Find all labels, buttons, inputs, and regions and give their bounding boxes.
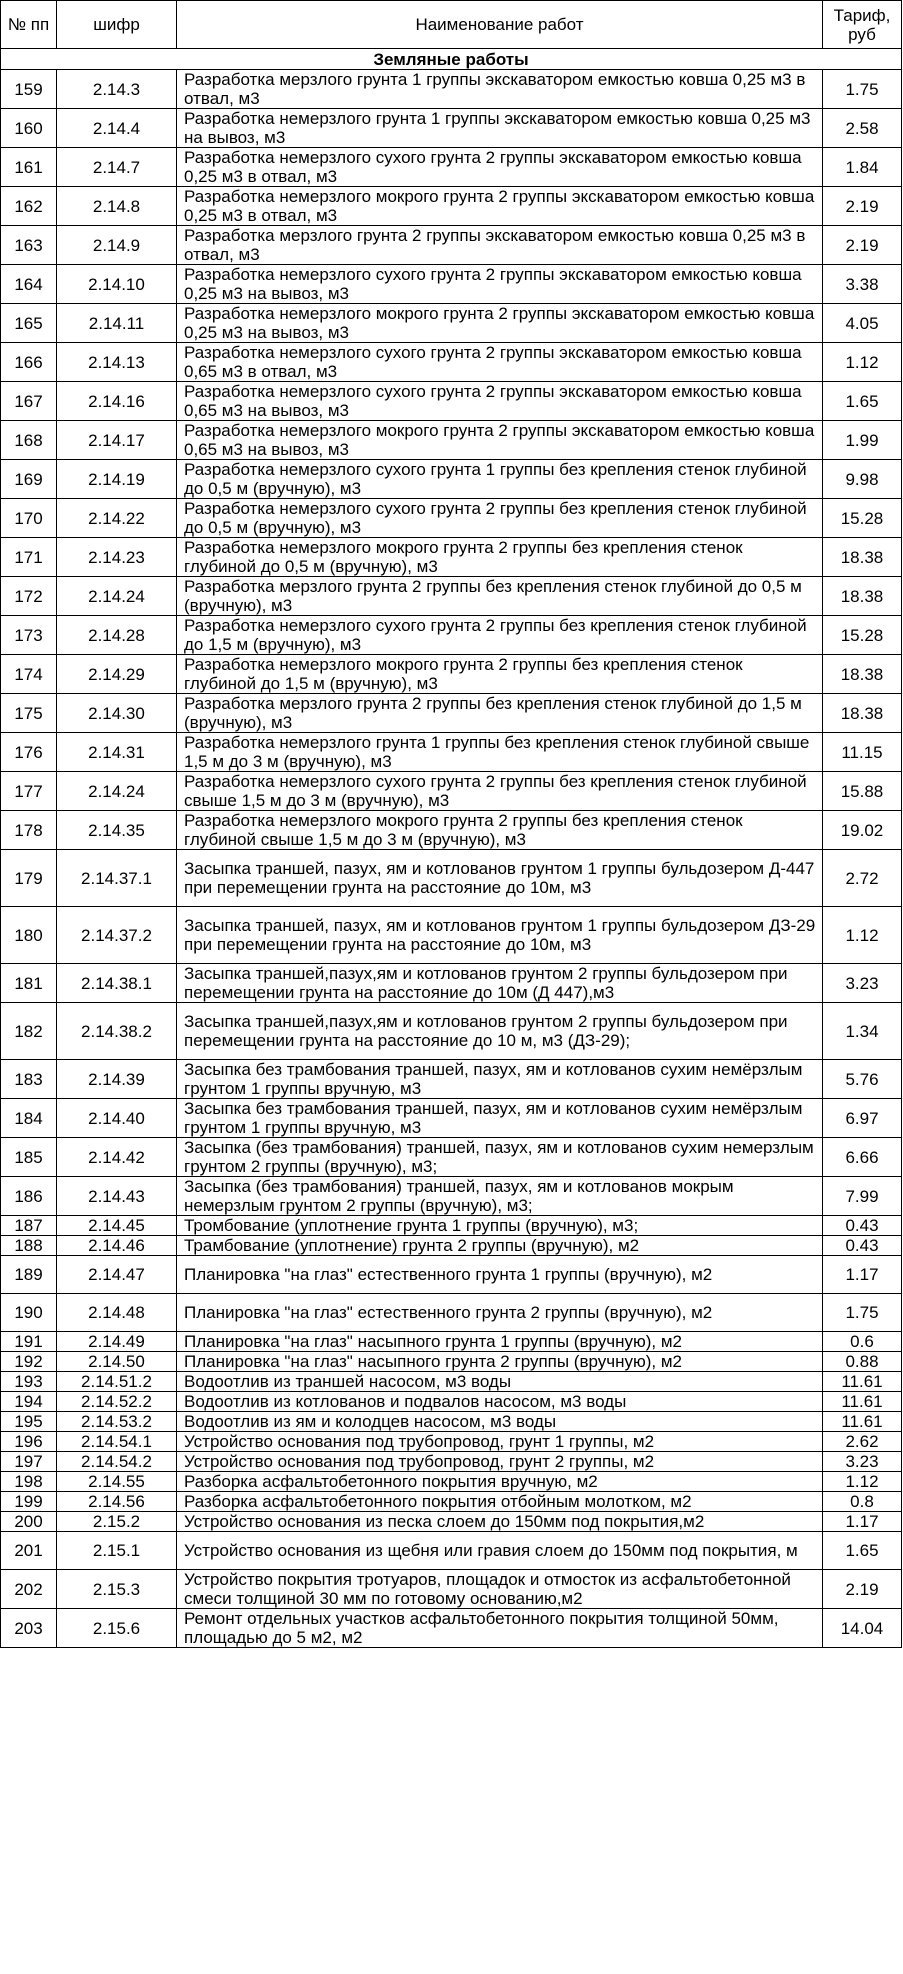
row-name: Разработка немерзлого сухого грунта 2 группы экскаватором емкостью ковша 0,65 м3 на вывоз, м3 — [177, 382, 823, 421]
table-row — [1, 1412, 902, 1432]
table-row — [1, 1138, 902, 1177]
row-num: 178 — [1, 811, 57, 850]
row-name: Водоотлив из котлованов и подвалов насосом, м3 воды — [177, 1392, 823, 1412]
row-num: 193 — [1, 1372, 57, 1392]
row-num: 179 — [1, 850, 57, 907]
row-code: 2.14.43 — [57, 1177, 177, 1216]
row-name: Засыпка (без трамбования) траншей, пазух, ям и котлованов мокрым немерзлым грунтом 2 группы (вручную), м3; — [177, 1177, 823, 1216]
row-code: 2.14.24 — [57, 772, 177, 811]
row-name: Разработка немерзлого сухого грунта 2 группы без крепления стенок глубиной до 0,5 м (вручную), м3 — [177, 499, 823, 538]
row-tariff: 11.61 — [823, 1372, 902, 1392]
row-name: Устройство покрытия тротуаров, площадок и отмосток из асфальтобетонной смеси толщиной 30 мм по готовому основанию,м2 — [177, 1570, 823, 1609]
row-tariff: 2.19 — [823, 1570, 902, 1609]
row-num: 200 — [1, 1512, 57, 1532]
row-tariff: 0.43 — [823, 1236, 902, 1256]
row-tariff: 3.23 — [823, 964, 902, 1003]
row-num: 172 — [1, 577, 57, 616]
row-name: Засыпка траншей,пазух,ям и котлованов грунтом 2 группы бульдозером при перемещении грунта на расстояние до 10 м, м3 (ДЗ-29); — [177, 1003, 823, 1060]
row-num: 203 — [1, 1609, 57, 1648]
row-tariff: 3.23 — [823, 1452, 902, 1472]
row-name: Разработка немерзлого сухого грунта 1 группы без крепления стенок глубиной до 0,5 м (вручную), м3 — [177, 460, 823, 499]
row-tariff: 1.17 — [823, 1256, 902, 1294]
row-tariff: 19.02 — [823, 811, 902, 850]
table-row — [1, 655, 902, 694]
row-tariff: 1.12 — [823, 1472, 902, 1492]
row-name: Разработка немерзлого грунта 1 группы без крепления стенок глубиной свыше 1,5 м до 3 м (вручную), м3 — [177, 733, 823, 772]
row-name: Тромбование (уплотнение грунта 1 группы (вручную), м3; — [177, 1216, 823, 1236]
row-code: 2.14.37.1 — [57, 850, 177, 907]
row-code: 2.14.23 — [57, 538, 177, 577]
row-tariff: 2.19 — [823, 187, 902, 226]
row-name: Разработка немерзлого грунта 1 группы экскаватором емкостью ковша 0,25 м3 на вывоз, м3 — [177, 109, 823, 148]
row-code: 2.14.53.2 — [57, 1412, 177, 1432]
row-num: 184 — [1, 1099, 57, 1138]
row-num: 196 — [1, 1432, 57, 1452]
table-row — [1, 1216, 902, 1236]
row-num: 174 — [1, 655, 57, 694]
row-num: 187 — [1, 1216, 57, 1236]
row-code: 2.14.40 — [57, 1099, 177, 1138]
row-tariff: 1.75 — [823, 1294, 902, 1332]
row-code: 2.15.1 — [57, 1532, 177, 1570]
row-name: Разработка немерзлого сухого грунта 2 группы экскаватором емкостью ковша 0,25 м3 в отвал, м3 — [177, 148, 823, 187]
table-row — [1, 1609, 902, 1648]
table-row — [1, 1512, 902, 1532]
row-tariff: 0.8 — [823, 1492, 902, 1512]
row-num: 165 — [1, 304, 57, 343]
row-num: 162 — [1, 187, 57, 226]
row-num: 159 — [1, 70, 57, 109]
row-code: 2.15.3 — [57, 1570, 177, 1609]
table-row — [1, 148, 902, 187]
table-row — [1, 1177, 902, 1216]
row-tariff: 14.04 — [823, 1609, 902, 1648]
row-tariff: 1.84 — [823, 148, 902, 187]
row-code: 2.14.3 — [57, 70, 177, 109]
table-row — [1, 1452, 902, 1472]
row-name: Устройство основания из песка слоем до 150мм под покрытия,м2 — [177, 1512, 823, 1532]
table-row — [1, 1570, 902, 1609]
row-name: Водоотлив из траншей насосом, м3 воды — [177, 1372, 823, 1392]
row-name: Разработка немерзлого сухого грунта 2 группы без крепления стенок глубиной до 1,5 м (вручную), м3 — [177, 616, 823, 655]
row-tariff: 15.28 — [823, 616, 902, 655]
row-name: Устройство основания из щебня или гравия слоем до 150мм под покрытия, м — [177, 1532, 823, 1570]
row-num: 173 — [1, 616, 57, 655]
row-code: 2.14.35 — [57, 811, 177, 850]
table-row — [1, 304, 902, 343]
row-code: 2.14.38.2 — [57, 1003, 177, 1060]
row-code: 2.14.16 — [57, 382, 177, 421]
row-num: 195 — [1, 1412, 57, 1432]
row-tariff: 1.17 — [823, 1512, 902, 1532]
row-name: Разработка немерзлого мокрого грунта 2 группы экскаватором емкостью ковша 0,65 м3 на вывоз, м3 — [177, 421, 823, 460]
row-name: Засыпка траншей, пазух, ям и котлованов грунтом 1 группы бульдозером ДЗ-29 при перемещении грунта на расстояние до 10м, м3 — [177, 907, 823, 964]
row-name: Разработка мерзлого грунта 2 группы экскаватором емкостью ковша 0,25 м3 в отвал, м3 — [177, 226, 823, 265]
table-row — [1, 907, 902, 964]
table-row — [1, 499, 902, 538]
row-name: Ремонт отдельных участков асфальтобетонного покрытия толщиной 50мм, площадью до 5 м2, м2 — [177, 1609, 823, 1648]
row-tariff: 18.38 — [823, 694, 902, 733]
row-code: 2.14.17 — [57, 421, 177, 460]
table-row — [1, 265, 902, 304]
header-name: Наименование работ — [177, 1, 823, 49]
row-code: 2.14.24 — [57, 577, 177, 616]
row-name: Планировка "на глаз" естественного грунта 2 группы (вручную), м2 — [177, 1294, 823, 1332]
table-row — [1, 1472, 902, 1492]
table-row — [1, 343, 902, 382]
section-title: Земляные работы — [1, 49, 902, 70]
row-num: 198 — [1, 1472, 57, 1492]
row-tariff: 11.61 — [823, 1412, 902, 1432]
row-tariff: 9.98 — [823, 460, 902, 499]
header-code: шифр — [57, 1, 177, 49]
row-tariff: 11.15 — [823, 733, 902, 772]
table-row — [1, 1099, 902, 1138]
row-tariff: 6.97 — [823, 1099, 902, 1138]
row-num: 176 — [1, 733, 57, 772]
row-tariff: 1.75 — [823, 70, 902, 109]
row-num: 163 — [1, 226, 57, 265]
row-tariff: 0.6 — [823, 1332, 902, 1352]
row-tariff: 18.38 — [823, 538, 902, 577]
row-code: 2.14.10 — [57, 265, 177, 304]
row-num: 194 — [1, 1392, 57, 1412]
row-num: 192 — [1, 1352, 57, 1372]
table-row — [1, 460, 902, 499]
row-code: 2.14.37.2 — [57, 907, 177, 964]
row-code: 2.14.8 — [57, 187, 177, 226]
row-tariff: 2.19 — [823, 226, 902, 265]
row-num: 202 — [1, 1570, 57, 1609]
table-row — [1, 811, 902, 850]
table-body — [1, 49, 902, 1648]
row-name: Планировка "на глаз" естественного грунта 1 группы (вручную), м2 — [177, 1256, 823, 1294]
row-tariff: 18.38 — [823, 577, 902, 616]
table-row — [1, 733, 902, 772]
table-row — [1, 964, 902, 1003]
row-tariff: 4.05 — [823, 304, 902, 343]
row-code: 2.14.56 — [57, 1492, 177, 1512]
row-num: 190 — [1, 1294, 57, 1332]
row-code: 2.14.45 — [57, 1216, 177, 1236]
row-name: Водоотлив из ям и колодцев насосом, м3 воды — [177, 1412, 823, 1432]
row-num: 177 — [1, 772, 57, 811]
table-row — [1, 1236, 902, 1256]
table-row — [1, 772, 902, 811]
section-row — [1, 49, 902, 70]
row-num: 201 — [1, 1532, 57, 1570]
row-num: 185 — [1, 1138, 57, 1177]
row-name: Разработка немерзлого сухого грунта 2 группы без крепления стенок глубиной свыше 1,5 м до 3 м (вручную), м3 — [177, 772, 823, 811]
row-code: 2.14.11 — [57, 304, 177, 343]
table-row — [1, 850, 902, 907]
table-row — [1, 187, 902, 226]
header-num: № пп — [1, 1, 57, 49]
row-num: 182 — [1, 1003, 57, 1060]
row-name: Устройство основания под трубопровод, грунт 1 группы, м2 — [177, 1432, 823, 1452]
row-code: 2.14.38.1 — [57, 964, 177, 1003]
row-tariff: 1.12 — [823, 907, 902, 964]
row-code: 2.15.6 — [57, 1609, 177, 1648]
table-row — [1, 1532, 902, 1570]
row-name: Засыпка без трамбования траншей, пазух, ям и котлованов сухим немёрзлым грунтом 1 группы вручную, м3 — [177, 1099, 823, 1138]
table-row — [1, 70, 902, 109]
table-row — [1, 1332, 902, 1352]
row-code: 2.14.47 — [57, 1256, 177, 1294]
row-num: 171 — [1, 538, 57, 577]
row-num: 189 — [1, 1256, 57, 1294]
row-code: 2.14.49 — [57, 1332, 177, 1352]
row-code: 2.14.51.2 — [57, 1372, 177, 1392]
table-row — [1, 109, 902, 148]
row-tariff: 2.58 — [823, 109, 902, 148]
table-row — [1, 1372, 902, 1392]
row-tariff: 1.65 — [823, 382, 902, 421]
row-tariff: 18.38 — [823, 655, 902, 694]
table-row — [1, 1294, 902, 1332]
row-code: 2.14.55 — [57, 1472, 177, 1492]
row-num: 175 — [1, 694, 57, 733]
row-num: 188 — [1, 1236, 57, 1256]
row-code: 2.14.4 — [57, 109, 177, 148]
row-name: Засыпка траншей, пазух, ям и котлованов грунтом 1 группы бульдозером Д-447 при перемещении грунта на расстояние до 10м, м3 — [177, 850, 823, 907]
row-tariff: 15.88 — [823, 772, 902, 811]
row-num: 160 — [1, 109, 57, 148]
row-code: 2.14.22 — [57, 499, 177, 538]
row-tariff: 1.12 — [823, 343, 902, 382]
row-num: 161 — [1, 148, 57, 187]
row-name: Засыпка траншей,пазух,ям и котлованов грунтом 2 группы бульдозером при перемещении грунта на расстояние до 10м (Д 447),м3 — [177, 964, 823, 1003]
row-tariff: 15.28 — [823, 499, 902, 538]
header-tariff: Тариф, руб — [823, 1, 902, 49]
row-name: Разработка мерзлого грунта 2 группы без крепления стенок глубиной до 1,5 м (вручную), м3 — [177, 694, 823, 733]
table-row — [1, 1392, 902, 1412]
row-tariff: 5.76 — [823, 1060, 902, 1099]
row-tariff: 0.43 — [823, 1216, 902, 1236]
row-code: 2.14.9 — [57, 226, 177, 265]
table-row — [1, 1256, 902, 1294]
row-tariff: 2.72 — [823, 850, 902, 907]
table-row — [1, 421, 902, 460]
row-num: 170 — [1, 499, 57, 538]
row-tariff: 7.99 — [823, 1177, 902, 1216]
row-tariff: 1.99 — [823, 421, 902, 460]
row-name: Разработка мерзлого грунта 1 группы экскаватором емкостью ковша 0,25 м3 в отвал, м3 — [177, 70, 823, 109]
row-num: 181 — [1, 964, 57, 1003]
row-code: 2.14.30 — [57, 694, 177, 733]
row-name: Разборка асфальтобетонного покрытия вручную, м2 — [177, 1472, 823, 1492]
row-num: 183 — [1, 1060, 57, 1099]
table-row — [1, 694, 902, 733]
row-code: 2.14.42 — [57, 1138, 177, 1177]
table-row — [1, 382, 902, 421]
row-num: 167 — [1, 382, 57, 421]
row-tariff: 0.88 — [823, 1352, 902, 1372]
row-num: 166 — [1, 343, 57, 382]
row-name: Разработка мерзлого грунта 2 группы без крепления стенок глубиной до 0,5 м (вручную), м3 — [177, 577, 823, 616]
row-name: Трамбование (уплотнение) грунта 2 группы (вручную), м2 — [177, 1236, 823, 1256]
row-code: 2.14.28 — [57, 616, 177, 655]
table-row — [1, 538, 902, 577]
row-code: 2.15.2 — [57, 1512, 177, 1532]
table-row — [1, 1352, 902, 1372]
row-code: 2.14.29 — [57, 655, 177, 694]
row-name: Разработка немерзлого мокрого грунта 2 группы без крепления стенок глубиной до 0,5 м (вручную), м3 — [177, 538, 823, 577]
row-tariff: 1.34 — [823, 1003, 902, 1060]
table-row — [1, 1432, 902, 1452]
row-name: Устройство основания под трубопровод, грунт 2 группы, м2 — [177, 1452, 823, 1472]
row-num: 180 — [1, 907, 57, 964]
table-row — [1, 577, 902, 616]
row-name: Засыпка (без трамбования) траншей, пазух, ям и котлованов сухим немерзлым грунтом 2 группы (вручную), м3; — [177, 1138, 823, 1177]
table-row — [1, 1060, 902, 1099]
row-num: 168 — [1, 421, 57, 460]
row-code: 2.14.48 — [57, 1294, 177, 1332]
row-code: 2.14.7 — [57, 148, 177, 187]
row-name: Разработка немерзлого мокрого грунта 2 группы без крепления стенок глубиной свыше 1,5 м до 3 м (вручную), м3 — [177, 811, 823, 850]
row-name: Разработка немерзлого сухого грунта 2 группы экскаватором емкостью ковша 0,25 м3 на вывоз, м3 — [177, 265, 823, 304]
table-row — [1, 226, 902, 265]
row-code: 2.14.52.2 — [57, 1392, 177, 1412]
row-code: 2.14.31 — [57, 733, 177, 772]
row-num: 197 — [1, 1452, 57, 1472]
row-num: 169 — [1, 460, 57, 499]
table-row — [1, 1003, 902, 1060]
row-tariff: 6.66 — [823, 1138, 902, 1177]
row-tariff: 2.62 — [823, 1432, 902, 1452]
row-num: 186 — [1, 1177, 57, 1216]
row-tariff: 11.61 — [823, 1392, 902, 1412]
table-row — [1, 616, 902, 655]
row-code: 2.14.54.2 — [57, 1452, 177, 1472]
row-num: 199 — [1, 1492, 57, 1512]
row-code: 2.14.50 — [57, 1352, 177, 1372]
row-name: Разработка немерзлого мокрого грунта 2 группы экскаватором емкостью ковша 0,25 м3 в отвал, м3 — [177, 187, 823, 226]
row-code: 2.14.13 — [57, 343, 177, 382]
row-name: Разработка немерзлого сухого грунта 2 группы экскаватором емкостью ковша 0,65 м3 в отвал, м3 — [177, 343, 823, 382]
table-row — [1, 1492, 902, 1512]
row-tariff: 1.65 — [823, 1532, 902, 1570]
row-tariff: 3.38 — [823, 265, 902, 304]
row-num: 164 — [1, 265, 57, 304]
row-code: 2.14.46 — [57, 1236, 177, 1256]
row-name: Разработка немерзлого мокрого грунта 2 группы без крепления стенок глубиной до 1,5 м (вручную), м3 — [177, 655, 823, 694]
header-row — [1, 1, 902, 49]
row-code: 2.14.39 — [57, 1060, 177, 1099]
row-num: 191 — [1, 1332, 57, 1352]
row-name: Планировка "на глаз" насыпного грунта 2 группы (вручную), м2 — [177, 1352, 823, 1372]
row-code: 2.14.54.1 — [57, 1432, 177, 1452]
row-name: Разработка немерзлого мокрого грунта 2 группы экскаватором емкостью ковша 0,25 м3 на вывоз, м3 — [177, 304, 823, 343]
row-name: Засыпка без трамбования траншей, пазух, ям и котлованов сухим немёрзлым грунтом 1 группы вручную, м3 — [177, 1060, 823, 1099]
row-code: 2.14.19 — [57, 460, 177, 499]
row-name: Разборка асфальтобетонного покрытия отбойным молотком, м2 — [177, 1492, 823, 1512]
row-name: Планировка "на глаз" насыпного грунта 1 группы (вручную), м2 — [177, 1332, 823, 1352]
